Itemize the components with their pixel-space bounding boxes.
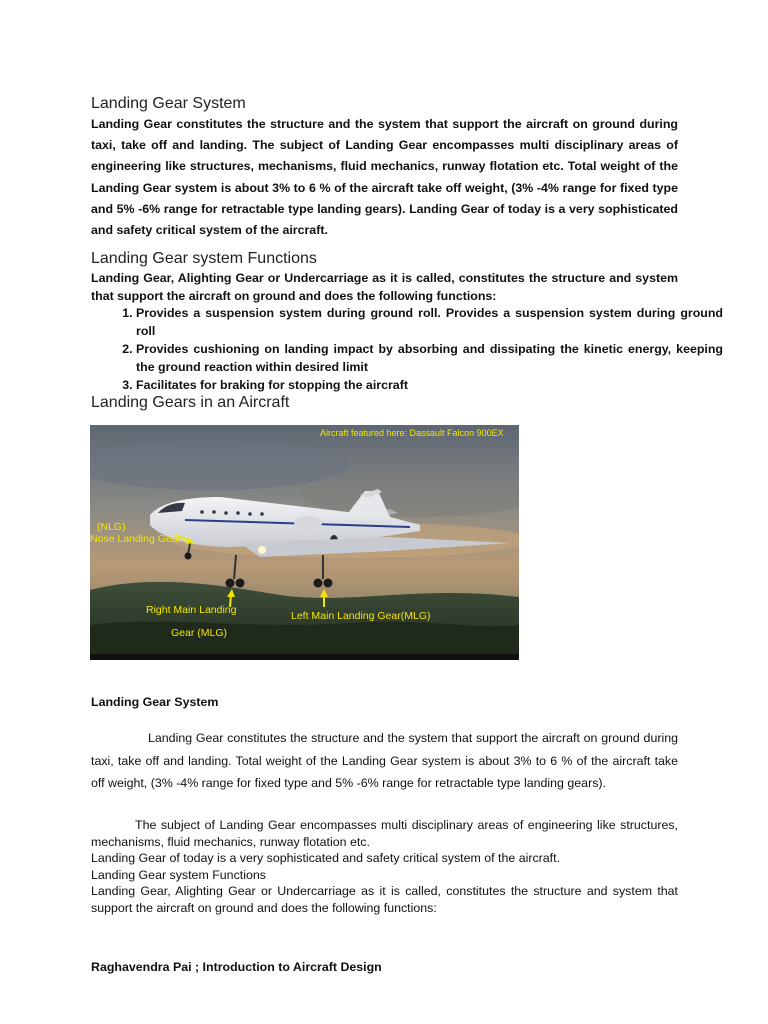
list-item: 2. Provides cushioning on landing impact by absorbing and dissipating the kinetic energy, keeping the ground reaction within desired limit: [136, 341, 723, 376]
paragraph: Landing Gear constitutes the structure and the system that support the aircraft on ground during taxi, take off and landing. Total weight of the Landing Gear system is about 3% to 6 % of the aircraft take off weight, (3% -4% range for fixed type and 5% -6% range for retractable type landing gears).: [91, 731, 678, 791]
functions-intro: Landing Gear, Alighting Gear or Undercarriage as it is called, constitutes the structure and system that support the aircraft on ground and does the following functions:: [91, 271, 678, 303]
left-main-gear-label: Left Main Landing Gear(MLG): [291, 610, 431, 622]
list-item: 3. Facilitates for braking for stopping the aircraft: [136, 377, 723, 395]
paragraph: The subject of Landing Gear encompasses multi disciplinary areas of engineering like structures, mechanisms, fluid mechanics, runway flotation etc.: [91, 818, 678, 849]
section-heading: Landing Gear system Functions: [91, 250, 317, 267]
section-heading: Landing Gear System: [91, 95, 246, 112]
functions-list: [91, 305, 723, 396]
intro-paragraph: Landing Gear constitutes the structure and the system that support the aircraft on ground during taxi, take off and landing. The subject of Landing Gear encompasses multi disciplinary areas of engineering like structures, mechanisms, fluid mechanics, runway flotation etc. Total weight of the Landing Gear system is about 3% to 6 % of the aircraft take off weight, (3% -4% range for fixed type and 5% -6% range for retractable type landing gears). Landing Gear of today is a very sophisticated and safety critical system of the aircraft.: [91, 117, 678, 238]
section4-body: [91, 727, 678, 795]
section-heading: Landing Gear System: [91, 695, 219, 709]
aircraft-photo: [90, 425, 519, 660]
photo-caption: Aircraft featured here: Dassault Falcon 900EX: [320, 428, 504, 438]
paragraph: Landing Gear, Alighting Gear or Undercarriage as it is called, constitutes the structure and system that support the aircraft on ground and does the following functions:: [91, 884, 678, 915]
right-main-gear-label-2: Gear (MLG): [171, 627, 228, 639]
section-heading: Landing Gears in an Aircraft: [91, 394, 290, 411]
paragraph: Landing Gear of today is a very sophisticated and safety critical system of the aircraft.: [91, 851, 561, 865]
list-item: 1. Provides a suspension system during ground roll. Provides a suspension system during ground roll: [136, 305, 723, 340]
nlg-abbrev-label: (NLG): [97, 521, 126, 533]
footer-author: Raghavendra Pai ; Introduction to Aircraft Design: [91, 960, 382, 974]
section4-more: [91, 817, 678, 916]
nose-gear-label: Nose Landing Gear: [90, 533, 182, 545]
right-main-gear-label: Right Main Landing: [146, 604, 237, 616]
paragraph: Landing Gear system Functions: [91, 867, 266, 882]
